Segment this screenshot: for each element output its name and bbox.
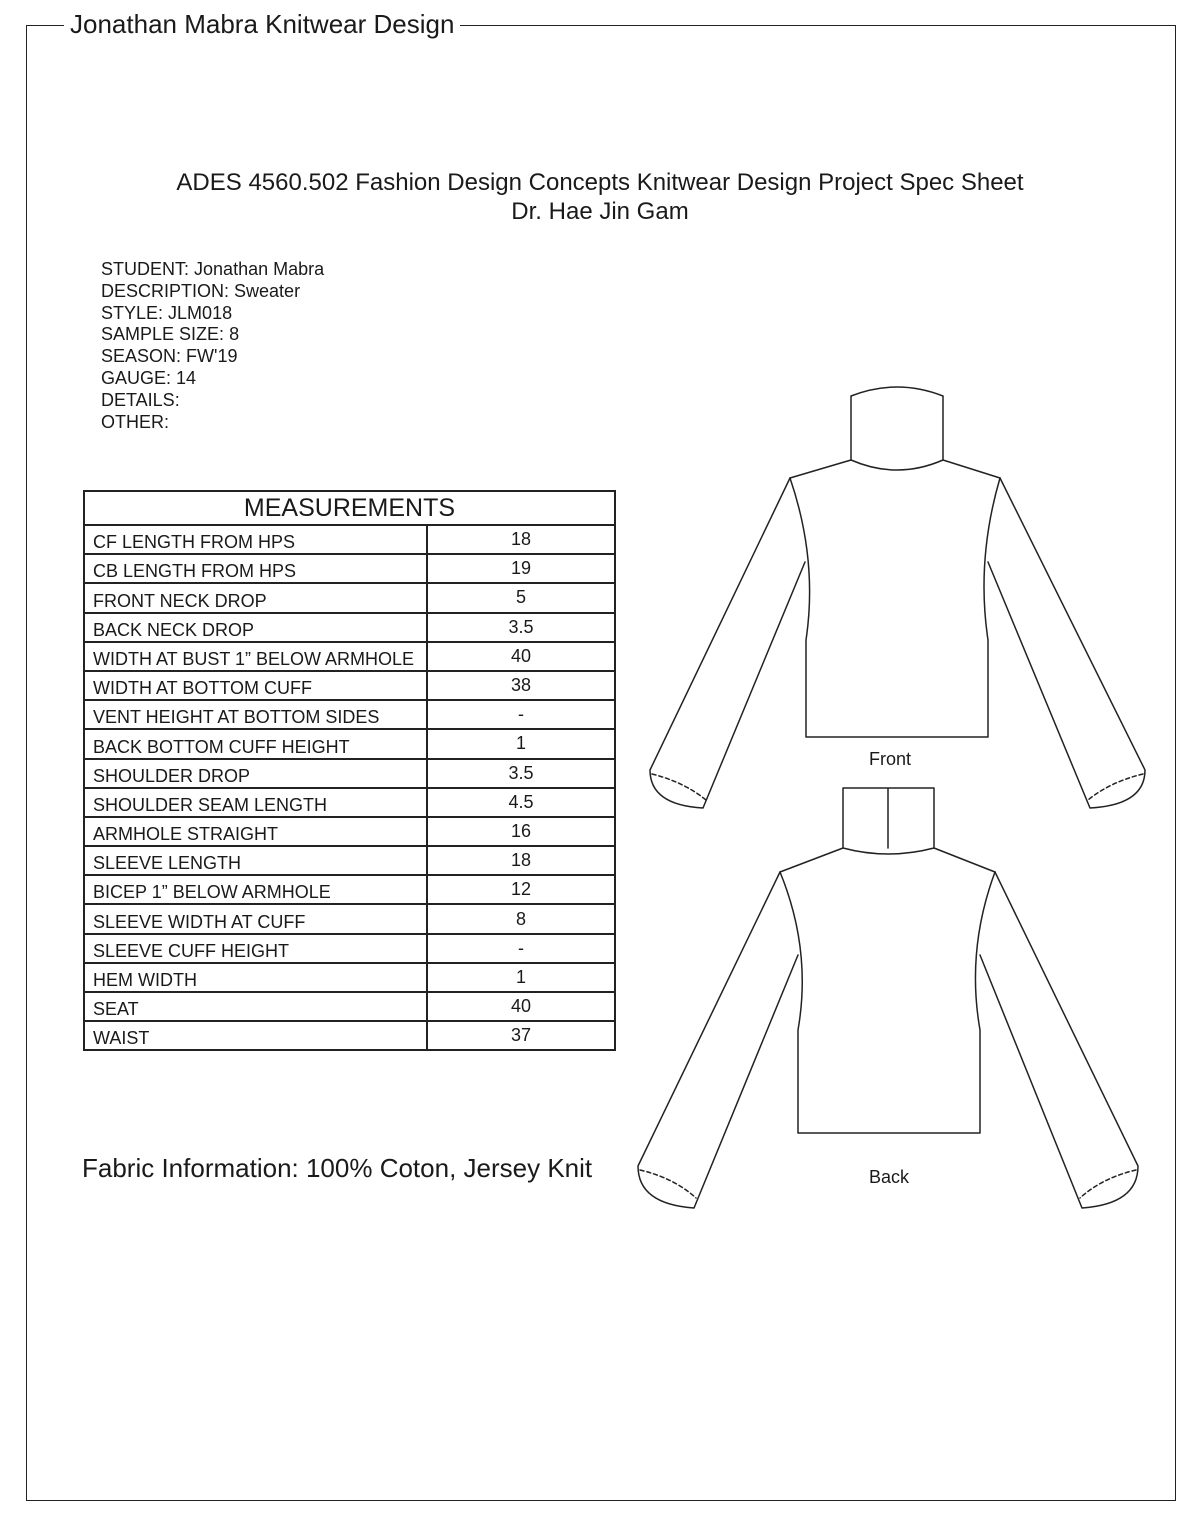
frame-title: Jonathan Mabra Knitwear Design xyxy=(64,8,460,40)
info-gauge: GAUGE: 14 xyxy=(101,367,197,388)
table-row: FRONT NECK DROP 5 xyxy=(84,583,615,612)
back-shoulder-line xyxy=(780,848,995,872)
table-row: CB LENGTH FROM HPS 19 xyxy=(84,554,615,583)
table-row: CF LENGTH FROM HPS 18 xyxy=(84,525,615,554)
back-right-sleeve xyxy=(980,872,1138,1208)
info-sample-size: SAMPLE SIZE: 8 xyxy=(101,324,240,345)
table-row: ARMHOLE STRAIGHT 16 xyxy=(84,817,615,846)
front-caption: Front xyxy=(869,749,912,769)
table-row: BICEP 1” BELOW ARMHOLE 12 xyxy=(84,875,615,904)
front-body xyxy=(790,478,1000,737)
table-row: WAIST 37 xyxy=(84,1021,615,1050)
instructor-name: Dr. Hae Jin Gam xyxy=(511,198,689,225)
info-style: STYLE: JLM018 xyxy=(101,302,233,323)
table-row: SLEEVE WIDTH AT CUFF 8 xyxy=(84,904,615,933)
front-left-sleeve xyxy=(650,478,805,808)
info-season: SEASON: FW'19 xyxy=(101,346,238,367)
front-sweater-sketch xyxy=(650,387,1145,808)
back-left-sleeve xyxy=(638,872,798,1208)
table-row: SHOULDER SEAM LENGTH 4.5 xyxy=(84,788,615,817)
front-shoulder-line xyxy=(790,460,1000,478)
back-caption: Back xyxy=(869,1167,910,1187)
back-sweater-sketch xyxy=(638,788,1138,1208)
fabric-information: Fabric Information: 100% Coton, Jersey Knit xyxy=(82,1153,593,1183)
table-row: BACK BOTTOM CUFF HEIGHT 1 xyxy=(84,729,615,758)
table-row: SEAT 40 xyxy=(84,992,615,1021)
back-collar xyxy=(843,788,934,854)
info-other: OTHER: xyxy=(101,411,170,432)
table-row: BACK NECK DROP 3.5 xyxy=(84,613,615,642)
table-row: SLEEVE CUFF HEIGHT - xyxy=(84,934,615,963)
table-row: VENT HEIGHT AT BOTTOM SIDES - xyxy=(84,700,615,729)
sheet-title: ADES 4560.502 Fashion Design Concepts Knitwear Design Project Spec Sheet xyxy=(176,169,1024,196)
table-row: HEM WIDTH 1 xyxy=(84,963,615,992)
table-row: WIDTH AT BOTTOM CUFF 38 xyxy=(84,671,615,700)
table-row: WIDTH AT BUST 1” BELOW ARMHOLE 40 xyxy=(84,642,615,671)
back-body xyxy=(780,872,995,1133)
table-row: SLEEVE LENGTH 18 xyxy=(84,846,615,875)
info-student: STUDENT: Jonathan Mabra xyxy=(101,259,325,279)
front-cuff-stitching xyxy=(652,774,1143,800)
table-row: SHOULDER DROP 3.5 xyxy=(84,759,615,788)
front-right-sleeve xyxy=(988,478,1145,808)
front-collar xyxy=(851,387,943,470)
info-description: DESCRIPTION: Sweater xyxy=(101,280,301,301)
info-details: DETAILS: xyxy=(101,389,180,410)
measurements-title: MEASUREMENTS xyxy=(84,491,615,525)
